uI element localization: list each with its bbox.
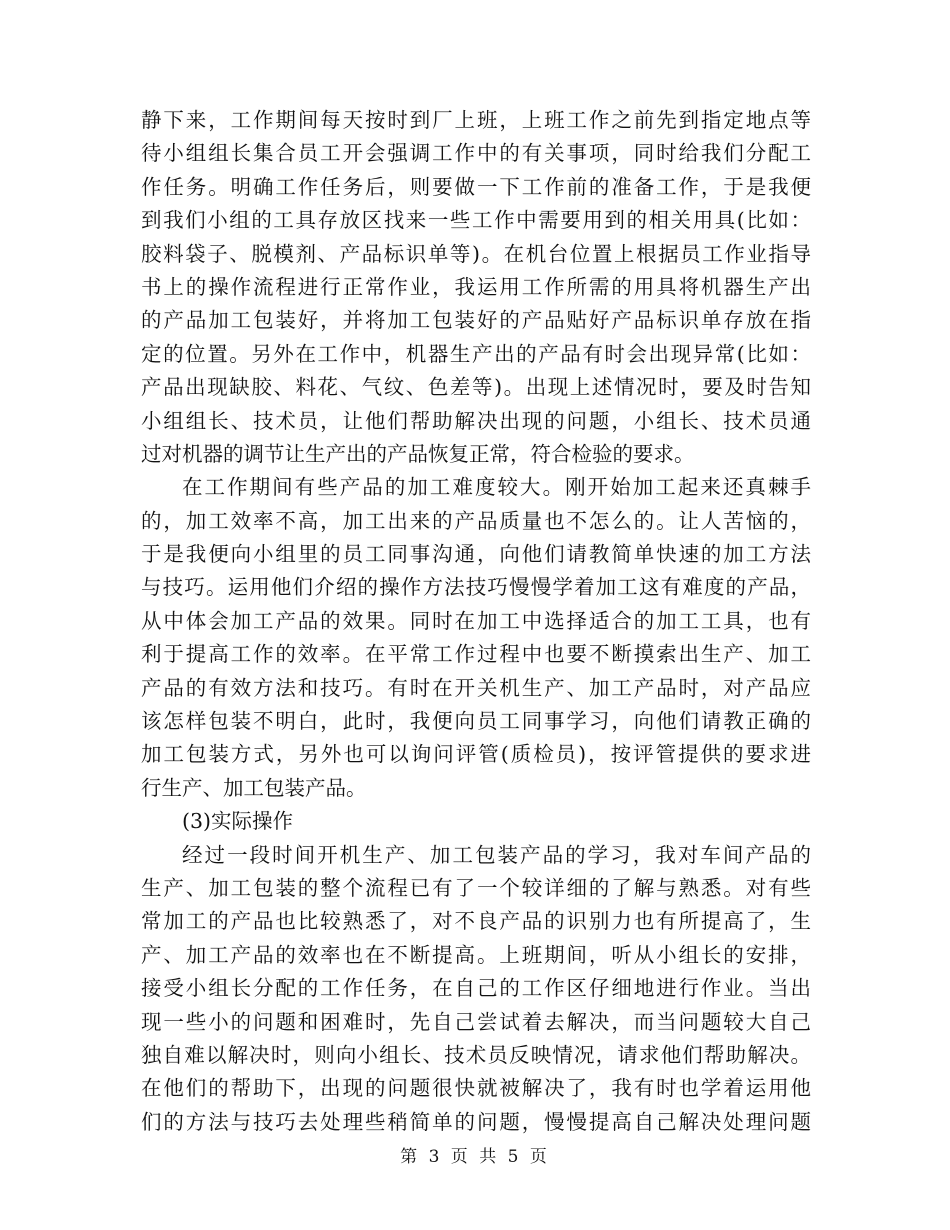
text-line: 们的方法与技巧去处理些稍简单的问题，慢慢提高自己解决处理问题 bbox=[141, 1109, 811, 1134]
text-line: 现一些小的问题和困难时，先自己尝试着去解决，而当问题较大自己 bbox=[141, 1009, 811, 1034]
text-line: 产、加工产品的效率也在不断提高。上班期间，听从小组长的安排， bbox=[141, 942, 811, 967]
page-footer: 第 3 页 共 5 页 bbox=[400, 1147, 550, 1167]
text-line: 到我们小组的工具存放区找来一些工作中需要用到的相关用具(比如： bbox=[141, 208, 811, 233]
text-line: 在他们的帮助下，出现的问题很快就被解决了，我有时也学着运用他 bbox=[141, 1076, 811, 1101]
paragraph-first-line: 在工作期间有些产品的加工难度较大。刚开始加工起来还真棘手 bbox=[182, 475, 811, 500]
text-line: 于是我便向小组里的员工同事沟通，向他们请教简单快速的加工方法 bbox=[141, 542, 811, 567]
text-line: 该怎样包装不明白，此时，我便向员工同事学习，向他们请教正确的 bbox=[141, 709, 811, 734]
text-line: 待小组组长集合员工开会强调工作中的有关事项，同时给我们分配工 bbox=[141, 141, 811, 166]
text-line: 的，加工效率不高，加工出来的产品质量也不怎么的。让人苦恼的， bbox=[141, 508, 811, 533]
text-line: 过对机器的调节让生产出的产品恢复正常，符合检验的要求。 bbox=[141, 441, 695, 466]
text-line: 加工包装方式，另外也可以询问评管(质检员)，按评管提供的要求进 bbox=[141, 742, 811, 767]
text-line: 与技巧。运用他们介绍的操作方法技巧慢慢学着加工这有难度的产品， bbox=[141, 575, 811, 600]
text-line: 小组组长、技术员，让他们帮助解决出现的问题，小组长、技术员通 bbox=[141, 408, 811, 433]
paragraph-first-line: 经过一段时间开机生产、加工包装产品的学习，我对车间产品的 bbox=[182, 842, 811, 867]
text-line: 作任务。明确工作任务后，则要做一下工作前的准备工作，于是我便 bbox=[141, 174, 811, 199]
text-line: 行生产、加工包装产品。 bbox=[141, 775, 367, 800]
text-line: 生产、加工包装的整个流程已有了一个较详细的了解与熟悉。对有些 bbox=[141, 875, 811, 900]
text-line: 接受小组长分配的工作任务，在自己的工作区仔细地进行作业。当出 bbox=[141, 976, 811, 1001]
text-line: 的产品加工包装好，并将加工包装好的产品贴好产品标识单存放在指 bbox=[141, 308, 811, 333]
text-line: 静下来，工作期间每天按时到厂上班，上班工作之前先到指定地点等 bbox=[141, 108, 811, 132]
text-line: 定的位置。另外在工作中，机器生产出的产品有时会出现异常(比如： bbox=[141, 341, 811, 366]
text-line: 利于提高工作的效率。在平常工作过程中也要不断摸索出生产、加工 bbox=[141, 642, 811, 667]
text-line: 从中体会加工产品的效果。同时在加工中选择适合的加工工具，也有 bbox=[141, 608, 811, 633]
text-line: 书上的操作流程进行正常作业，我运用工作所需的用具将机器生产出 bbox=[141, 274, 811, 299]
text-line: 独自难以解决时，则向小组长、技术员反映情况，请求他们帮助解决。 bbox=[141, 1042, 811, 1067]
text-line: 产品出现缺胶、料花、气纹、色差等)。出现上述情况时，要及时告知 bbox=[141, 375, 811, 400]
text-line: 常加工的产品也比较熟悉了，对不良产品的识别力也有所提高了，生 bbox=[141, 909, 811, 934]
text-line: 产品的有效方法和技巧。有时在开关机生产、加工产品时，对产品应 bbox=[141, 675, 811, 700]
document-body bbox=[141, 104, 811, 1139]
text-line: 胶料袋子、脱模剂、产品标识单等)。在机台位置上根据员工作业指导 bbox=[141, 241, 811, 266]
section-heading: (3)实际操作 bbox=[182, 809, 294, 834]
